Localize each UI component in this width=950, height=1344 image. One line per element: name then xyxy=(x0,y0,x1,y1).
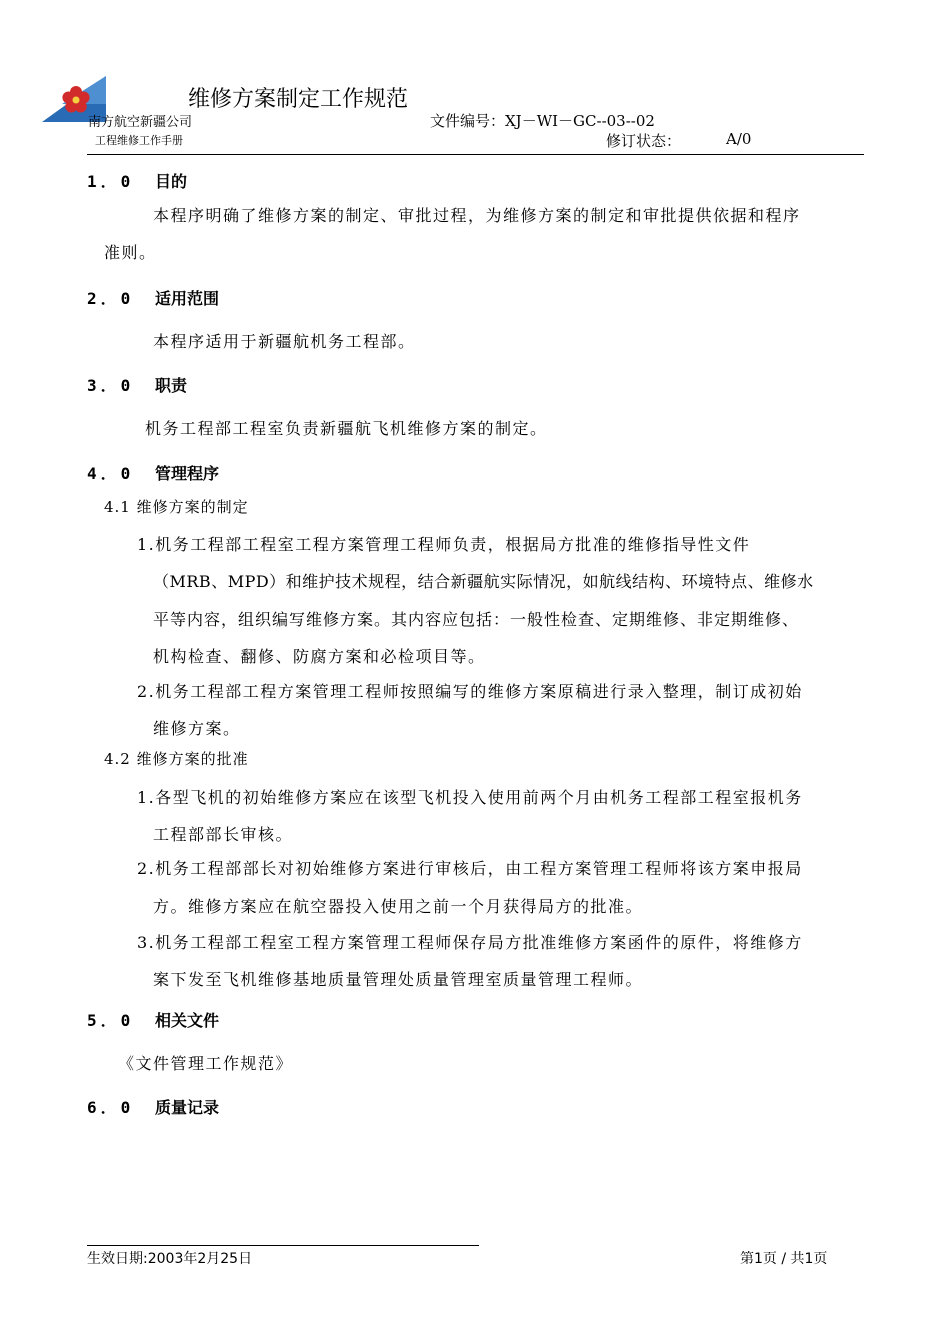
subsection-title: 4.1 维修方案的制定 xyxy=(104,498,249,516)
list-item: 2.机务工程部部长对初始维修方案进行审核后，由工程方案管理工程师将该方案申报局 xyxy=(137,859,803,878)
section-number: 6．0 xyxy=(87,1098,135,1117)
list-item: 1.各型飞机的初始维修方案应在该型飞机投入使用前两个月由机务工程部工程室报机务 xyxy=(137,788,803,807)
list-item: 3.机务工程部工程室工程方案管理工程师保存局方批准维修方案函件的原件，将维修方 xyxy=(137,933,803,952)
list-item: （MRB、MPD）和维护技术规程，结合新疆航实际情况，如航线结构、环境特点、维修水 xyxy=(153,572,814,591)
paragraph: 《文件管理工作规范》 xyxy=(118,1054,294,1073)
section-number: 3．0 xyxy=(87,376,135,395)
paragraph: 机务工程部工程室负责新疆航飞机维修方案的制定。 xyxy=(145,419,548,438)
paragraph: 本程序明确了维修方案的制定、审批过程，为维修方案的制定和审批提供依据和程序 xyxy=(153,206,801,225)
revision-value: A/0 xyxy=(726,130,752,148)
list-item: 机构检查、翻修、防腐方案和必检项目等。 xyxy=(153,647,486,666)
list-item: 维修方案。 xyxy=(153,719,241,738)
subsection-title: 4.2 维修方案的批准 xyxy=(104,750,249,768)
section-title: 相关文件 xyxy=(155,1011,220,1030)
section-title: 质量记录 xyxy=(155,1098,220,1117)
section-title: 职责 xyxy=(155,376,188,395)
header-divider xyxy=(87,154,864,155)
page-number: 第1页 / 共1页 xyxy=(740,1251,828,1267)
section-number: 5．0 xyxy=(87,1011,135,1030)
section-title: 管理程序 xyxy=(155,464,220,483)
section-number: 4．0 xyxy=(87,464,135,483)
section-title: 适用范围 xyxy=(155,289,220,308)
list-item: 平等内容，组织编写维修方案。其内容应包括：一般性检查、定期维修、非定期维修、 xyxy=(153,610,800,629)
effective-date: 生效日期:2003年2月25日 xyxy=(87,1251,253,1267)
list-item: 工程部部长审核。 xyxy=(153,825,294,844)
manual-name: 工程维修工作手册 xyxy=(95,134,183,147)
list-item: 案下发至飞机维修基地质量管理处质量管理室质量管理工程师。 xyxy=(153,970,644,989)
footer-divider xyxy=(87,1245,479,1246)
list-item: 方。维修方案应在航空器投入使用之前一个月获得局方的批准。 xyxy=(153,897,644,916)
list-item: 2.机务工程部工程方案管理工程师按照编写的维修方案原稿进行录入整理，制订成初始 xyxy=(137,682,803,701)
document-title: 维修方案制定工作规范 xyxy=(188,87,409,112)
file-number: 文件编号：XJ－WI－GC--03--02 xyxy=(430,112,655,130)
paragraph: 本程序适用于新疆航机务工程部。 xyxy=(153,332,416,351)
revision-label: 修订状态： xyxy=(606,132,682,150)
section-number: 2．0 xyxy=(87,289,135,308)
section-title: 目的 xyxy=(155,172,188,191)
paragraph: 准则。 xyxy=(104,243,157,262)
company-name: 南方航空新疆公司 xyxy=(88,115,193,130)
list-item: 1.机务工程部工程室工程方案管理工程师负责，根据局方批准的维修指导性文件 xyxy=(137,535,751,554)
section-number: 1．0 xyxy=(87,172,135,191)
